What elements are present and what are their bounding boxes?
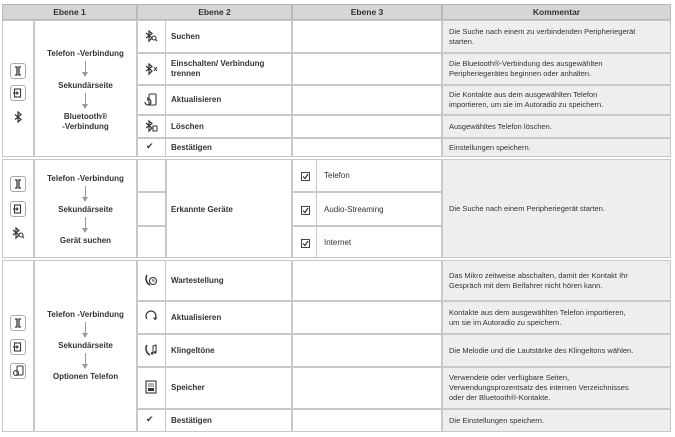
flow-step-telefon-verbindung: Telefon -Verbindung [47,174,124,183]
option-label-telefon: Telefon [324,171,350,180]
comment-suchen: Die Suche nach einem zu verbindenden Peripheriegerät starten. [442,20,671,53]
flow-arrow [85,93,86,105]
phone-options-icon [10,363,26,379]
ebene3-empty [292,260,442,301]
checkbox-icon[interactable] [298,236,312,250]
flow-arrow [85,322,86,334]
comment-wartestellung: Das Mikro zeitweise abschalten, damit der Kontakt Ihr Gespräch mit dem Beifahrer nicht hören kann. [442,260,671,301]
label-klingeltoene: Klingeltöne [171,346,215,355]
header-ebene-3: Ebene 3 [292,4,442,20]
flow-step-sekundaerseite: Sekundärseite [58,341,113,350]
call-hold-icon [144,273,158,287]
refresh-icon [144,310,158,324]
flow-step-optionen-telefon: Optionen Telefon [52,372,119,381]
comment-bestaetigen: Einstellungen speichern. [442,138,671,157]
flow-step-bluetooth-verbindung: -Verbindung [62,122,109,131]
checkmark-icon: ✔ [146,414,154,424]
flow-arrow [85,186,86,198]
flow-step-sekundaerseite: Sekundärseite [58,205,113,214]
ebene2-icon-empty [137,192,166,226]
label-wartestellung: Wartestellung [171,276,224,285]
option-label-audio-streaming: Audio-Streaming [324,205,384,214]
phone-connection-icon [10,63,26,79]
secondary-page-icon [10,339,26,355]
ebene2-icon-empty [137,226,166,258]
phone-refresh-icon [144,93,158,107]
device-search-icon [11,226,25,240]
header-ebene-1: Ebene 1 [2,4,137,20]
label-speicher: Speicher [171,383,205,392]
comment-speicher: Verwendete oder verfügbare Seiten, Verwendungsprozentsatz des internen Verzeichnisses oder der Bluetooth®-Kontakte. [442,367,671,409]
ebene3-empty [292,334,442,367]
header-kommentar: Kommentar [442,4,671,20]
label-bestaetigen: Bestätigen [171,143,212,152]
bluetooth-delete-icon [144,119,158,133]
label-einschalten-2: trennen [171,69,201,78]
bluetooth-icon [11,110,25,124]
phone-connection-icon [10,315,26,331]
comment-aktualisieren: Kontakte aus dem ausgewählten Telefon importieren, um sie im Autoradio zu speichern. [442,301,671,334]
comment-aktualisieren: Die Kontakte aus dem ausgewählten Telefon importieren, um sie im Autoradio zu speichern. [442,85,671,115]
flow-step-sekundaerseite: Sekundärseite [58,81,113,90]
checkbox-icon[interactable] [298,169,312,183]
flow-step-telefon-verbindung: Telefon -Verbindung [47,310,124,319]
phone-connection-icon [10,176,26,192]
checkmark-icon: ✔ [146,141,154,151]
ringtone-icon [144,343,158,357]
ebene3-empty [292,20,442,53]
bluetooth-search-icon [144,29,158,43]
label-bestaetigen: Bestätigen [171,416,212,425]
ebene3-empty [292,53,442,85]
flow-arrow [85,61,86,73]
comment-klingeltoene: Die Melodie und die Lautstärke des Klingeltons wählen. [442,334,671,367]
comment-geraet-suchen: Die Suche nach einem Peripheriegerät starten. [442,159,671,258]
flow-step-geraet-suchen: Gerät suchen [59,236,112,245]
comment-einschalten: Die Bluetooth®-Verbindung des ausgewählten Peripheriegerätes beginnen oder anhalten. [442,53,671,85]
memory-icon [144,380,158,394]
label-aktualisieren: Aktualisieren [171,313,222,322]
ebene3-empty [292,138,442,157]
ebene3-empty [292,409,442,432]
bluetooth-connect-icon [144,62,158,76]
flow-step-telefon-verbindung: Telefon -Verbindung [47,49,124,58]
label-aktualisieren: Aktualisieren [171,95,222,104]
comment-bestaetigen: Die Einstellungen speichern. [442,409,671,432]
ebene3-empty [292,115,442,138]
ebene2-icon-empty [137,159,166,192]
secondary-page-icon [10,201,26,217]
secondary-page-icon [10,85,26,101]
option-label-internet: Internet [324,238,352,247]
header-ebene-2: Ebene 2 [137,4,292,20]
label-suchen: Suchen [171,32,200,41]
ebene3-empty [292,85,442,115]
label-erkannte-geraete: Erkannte Geräte [171,205,233,214]
flow-arrow [85,217,86,229]
flow-step-bluetooth: Bluetooth® [63,112,108,121]
ebene3-empty [292,301,442,334]
label-loeschen: Löschen [171,122,204,131]
label-einschalten-1: Einschalten/ Verbindung [171,59,265,68]
comment-loeschen: Ausgewähltes Telefon löschen. [442,115,671,138]
flow-arrow [85,353,86,365]
checkbox-icon[interactable] [298,203,312,217]
ebene3-empty [292,367,442,409]
